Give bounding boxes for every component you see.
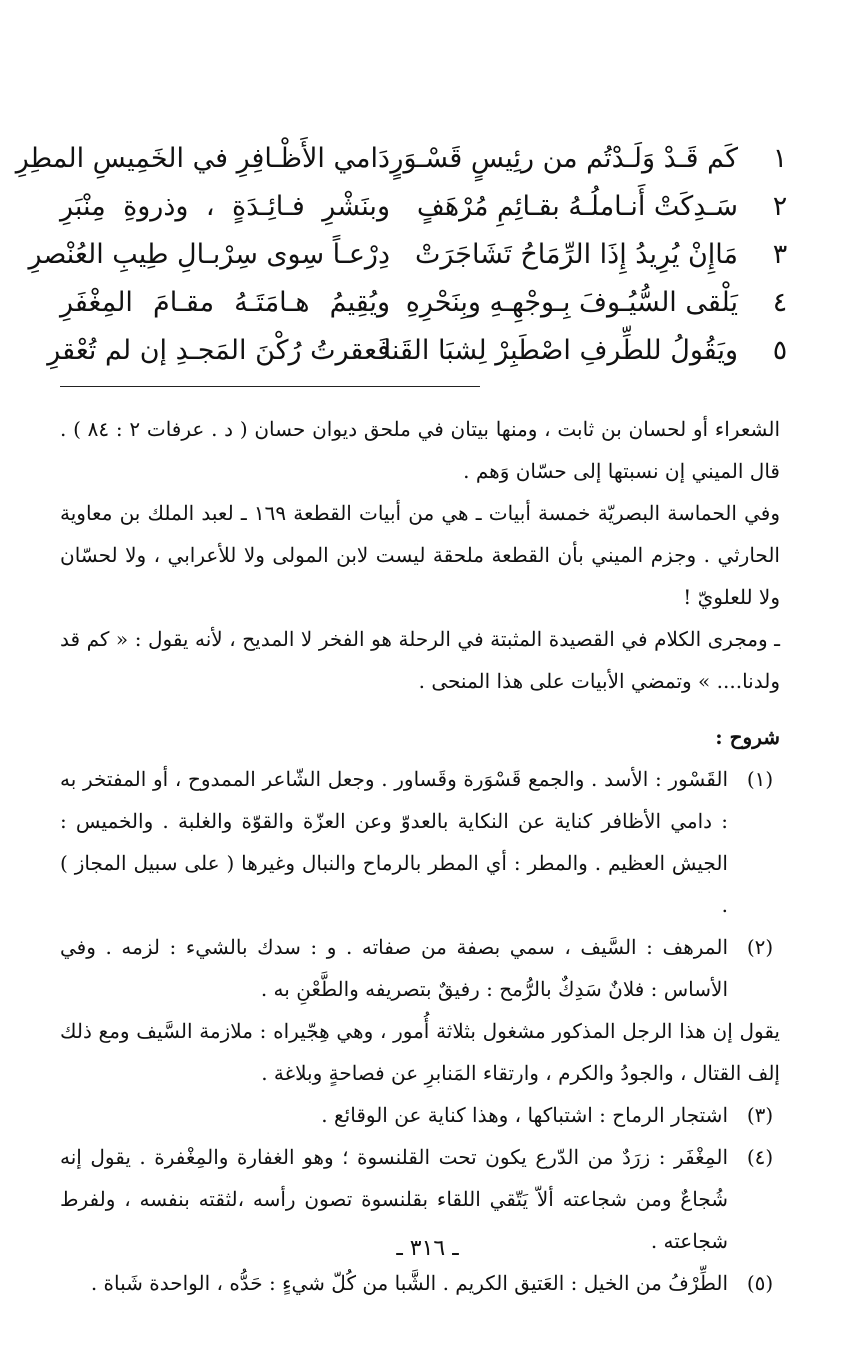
intro-paragraph-3: ـ ومجرى الكلام في القصيدة المثبتة في الرحلة هو الفخر لا المديح ، لأنه يقول : « كم قد ولدنا.... » وتمضي الأبيات على هذا المنحى . xyxy=(60,627,780,693)
commentary-2-continuation: يقول إن هذا الرجل المذكور مشغول بثلاثة أُمور ، وهي هِجّيراه : ملازمة السَّيف ومع ذلك إلف القتال ، والجودُ والكرم ، وارتقاء المَنابرِ عن فصاحةٍ وبلاغة . xyxy=(60,1019,780,1085)
second-hemistich: ويُقِيمُ هـامَتَـهُ مقـامَ المِغْفَرِ xyxy=(60,287,390,318)
verse-number: ٢ xyxy=(772,191,788,222)
entry-number: (١) xyxy=(746,767,774,791)
first-hemistich: مَاإِنْ يُرِيدُ إِذَا الرِّمَاحُ تَشَاجَرَتْ xyxy=(414,239,738,270)
entry-number: (٢) xyxy=(746,935,774,959)
entry-number: (٤) xyxy=(746,1145,774,1169)
poem xyxy=(15,135,800,375)
first-hemistich: سَـدِكَتْ أَنـاملُـهُ بقـائِمِ مُرْهَفٍ xyxy=(416,191,738,222)
verse-number: ٣ xyxy=(772,239,788,270)
commentary-entry-3 xyxy=(60,1094,780,1136)
page-number: ـ ٣١٦ ـ xyxy=(396,1236,459,1261)
entry-text: المِغْفَر : زرَدٌ من الدّرع يكون تحت القلنسوة ؛ وهو الغفارة والمِغْفرة . يقول إنه شُجاعٌ ومن شجاعته ألاّ يَتّقي اللقاء بقلنسوة تصون رأسه ،لثقته بنفسه ، ولفرط شجاعته . xyxy=(60,1145,728,1253)
footnote-divider xyxy=(60,386,480,387)
verse-1 xyxy=(15,135,800,183)
entry-text: المرهف : السَّيف ، سمي بصفة من صفاته . و : سدك بالشيء : لزمه . وفي الأساس : فلانٌ سَدِكٌ بالرُّمح : رفيقٌ بتصريفه والطَّعْنِ به . xyxy=(60,935,728,1001)
first-hemistich: ويَقُولُ للطِّرفِ اصْطَبِرْ لِشبَا القَنا xyxy=(383,335,738,366)
notes xyxy=(60,408,780,1304)
verse-3 xyxy=(28,231,800,279)
entry-number: (٥) xyxy=(746,1271,774,1295)
entry-text: اشتجار الرماح : اشتباكها ، وهذا كناية عن الوقائع . xyxy=(321,1103,728,1127)
verse-5 xyxy=(47,327,800,375)
first-hemistich: كَم قَـدْ وَلَـدْتُم من رئِيسٍ قَسْـوَرٍ xyxy=(390,143,738,174)
verse-number: ٤ xyxy=(772,287,788,318)
commentary-entry-2 xyxy=(60,926,780,1010)
commentary-entry-5 xyxy=(60,1262,780,1304)
second-hemistich: وبنَشْرِ فـائِـدَةٍ ، وذروةِ مِنْبَرِ xyxy=(60,191,390,222)
intro-paragraph-2: وفي الحماسة البصريّة خمسة أبيات ـ هي من أبيات القطعة ١٦٩ ـ لعبد الملك بن معاوية الحارثي . وجزم الميني بأن القطعة ملحقة ليست لابن المولى ولا للأعرابي ، ولا لحسّان ولا للعلويّ ! xyxy=(60,501,780,609)
entry-text: الطِّرْفُ من الخيل : العَتيق الكريم . الشَّبا من كُلّ شيءٍ : حَدُّه ، الواحدة شَباة . xyxy=(90,1271,728,1295)
second-hemistich: دَامي الأَظْـافِرِ في الخَمِيسِ المطِرِ xyxy=(15,143,390,174)
verse-number: ٥ xyxy=(772,335,788,366)
commentary-heading: شروح : xyxy=(715,725,780,749)
verse-4 xyxy=(60,279,800,327)
verse-2 xyxy=(60,183,800,231)
commentary-entry-1 xyxy=(60,758,780,926)
entry-text: القَسْور : الأسد . والجمع قَسْوَرة وقَساور . وجعل الشّاعر الممدوح ، أو المفتخر به : دامي الأظافر كناية عن النكاية بالعدوّ وعن العزّة والقوّة والغلبة . والخميس : الجيش العظيم . والمطر : أي المطر بالرماح والنبال وغيرها ( على سبيل المجاز ) . xyxy=(60,767,728,917)
second-hemistich: فَعقرتُ رُكْنَ المَجـدِ إن لم تُعْقرِ xyxy=(47,335,390,366)
first-hemistich: يَلْقى السُّيُـوفَ بِـوجْهِـهِ وبِنَحْرِهِ xyxy=(405,287,738,318)
verse-number: ١ xyxy=(772,143,788,174)
second-hemistich: دِرْعـاً سِوى سِرْبـالِ طِيبِ العُنْصرِ xyxy=(28,239,390,270)
entry-number: (٣) xyxy=(746,1103,774,1127)
intro-paragraph-1: الشعراء أو لحسان بن ثابت ، ومنها بيتان في ملحق ديوان حسان ( د . عرفات ٢ : ٨٤ ) . قال الميني إن نسبتها إلى حسّان وَهم . xyxy=(60,417,781,483)
